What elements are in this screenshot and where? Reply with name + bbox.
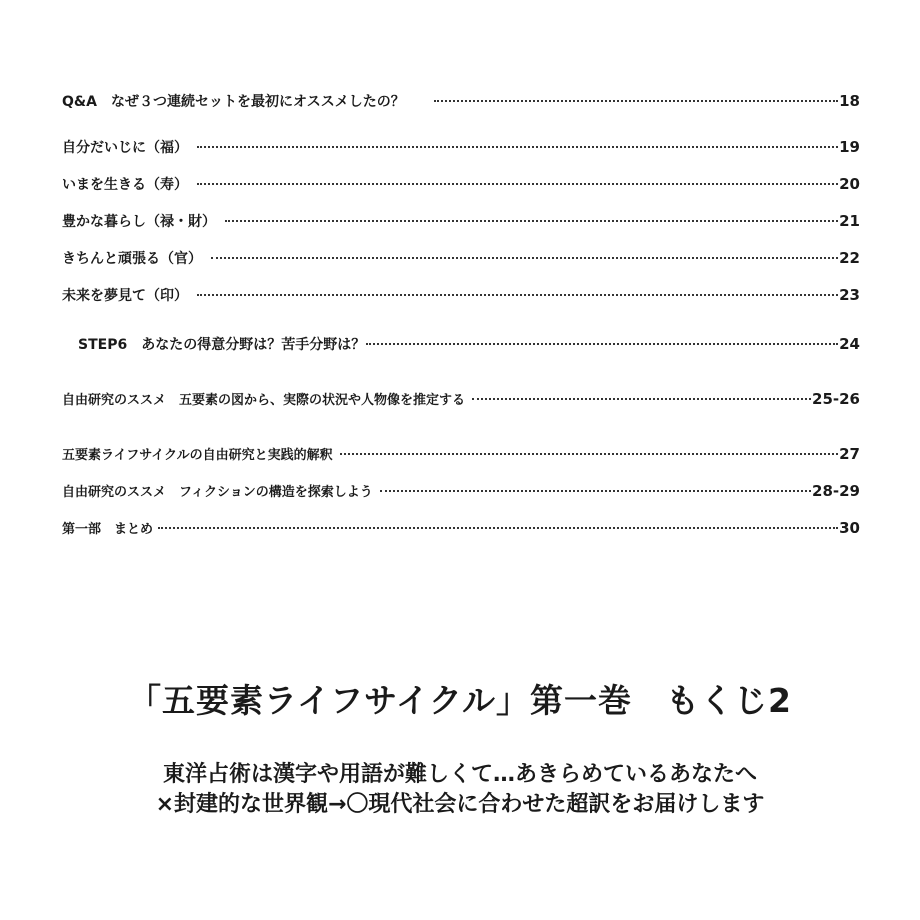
- toc-entry[interactable]: [62, 482, 860, 502]
- dot-leader: [472, 398, 811, 400]
- dot-leader: [158, 527, 838, 529]
- dot-leader: [197, 294, 838, 296]
- subtitle-line-2: ×封建的な世界観→〇現代社会に合わせた超訳をお届けします: [155, 792, 765, 817]
- toc-entry[interactable]: [62, 175, 860, 194]
- toc-entry-label: いまを生きる（寿）: [62, 177, 188, 193]
- dot-leader: [225, 220, 838, 222]
- toc-entry[interactable]: [62, 249, 860, 268]
- toc-entry[interactable]: [62, 138, 860, 157]
- dot-leader: [434, 100, 838, 102]
- toc-entry-label: 第一部 まとめ: [62, 522, 154, 537]
- dot-leader: [340, 453, 838, 455]
- toc-entry-label: Q&A なぜ３つ連続セットを最初にオススメしたの？: [62, 94, 405, 110]
- toc-entry[interactable]: [62, 519, 860, 539]
- toc-page-number: 24: [839, 335, 860, 353]
- toc-page-number: 19: [839, 138, 860, 156]
- toc-entry[interactable]: [62, 92, 860, 111]
- toc-entry-label: 未来を夢見て（印）: [62, 288, 188, 304]
- toc-entry-label: 自分だいじに（福）: [62, 140, 188, 156]
- toc-entry[interactable]: [62, 445, 860, 465]
- toc-page-number: 22: [839, 249, 860, 267]
- dot-leader: [380, 490, 811, 492]
- toc-entry-label: 自由研究のススメ 五要素の図から、実際の状況や人物像を推定する: [62, 393, 466, 408]
- toc-page-number: 21: [839, 212, 860, 230]
- toc-entry-label: 五要素ライフサイクルの自由研究と実践的解釈: [62, 448, 333, 463]
- toc-entry[interactable]: [62, 212, 860, 231]
- toc-entry[interactable]: [62, 286, 860, 305]
- toc-entry-label: 豊かな暮らし（禄・財）: [62, 214, 216, 230]
- toc-entry-label: 自由研究のススメ フィクションの構造を探索しよう: [62, 485, 373, 500]
- toc-entry[interactable]: [78, 335, 860, 354]
- toc-page-number: 27: [839, 445, 860, 463]
- subtitle-line-1: 東洋占術は漢字や用語が難しくて…あきらめているあなたへ: [162, 762, 757, 787]
- dot-leader: [197, 183, 838, 185]
- toc-page-number: 28-29: [812, 482, 860, 500]
- toc-page-number: 20: [839, 175, 860, 193]
- dot-leader: [366, 343, 838, 345]
- toc-entry-label: STEP6 あなたの得意分野は？苦手分野は？: [78, 337, 366, 353]
- toc-entry[interactable]: [62, 390, 860, 410]
- toc-page-number: 23: [839, 286, 860, 304]
- toc-page-number: 18: [839, 92, 860, 110]
- toc-entry-label: きちんと頑張る（官）: [62, 251, 202, 267]
- page-title: 「五要素ライフサイクル」第一巻 もくじ2: [127, 681, 793, 720]
- toc-page-number: 30: [839, 519, 860, 537]
- dot-leader: [197, 146, 838, 148]
- dot-leader: [211, 257, 838, 259]
- toc-page-number: 25-26: [812, 390, 860, 408]
